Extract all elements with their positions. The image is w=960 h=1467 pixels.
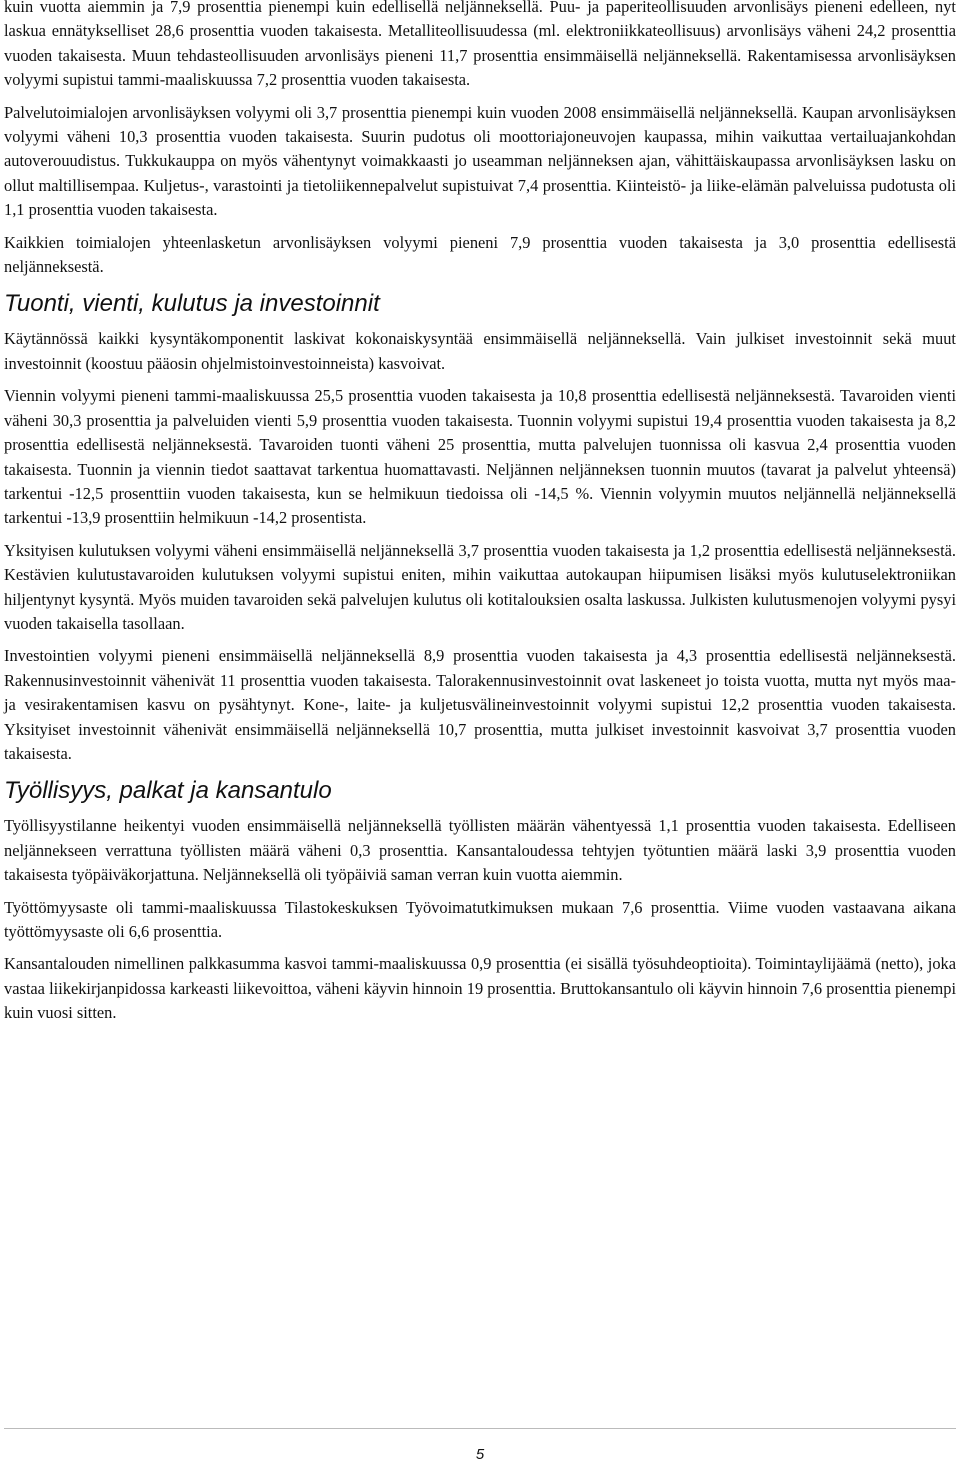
page-number: 5	[475, 1446, 485, 1463]
paragraph-exports-imports: Viennin volyymi pieneni tammi-maaliskuussa 25,5 prosenttia vuoden takaisesta ja 10,8 prosenttia edellisestä neljänneksestä. Tavaroiden vienti väheni 30,3 prosenttia ja palveluiden vienti 5,9 prosenttia vuoden takaisesta. Tuonnin volyymi supistui 19,4 prosenttia vuoden takaisesta ja 8,2 prosenttia edellisestä neljänneksestä. Tavaroiden tuonti väheni 25 prosenttia, mutta palvelujen tuonnissa oli kasvua 2,4 prosenttia vuoden takaisesta. Tuonnin ja viennin tiedot saattavat tarkentua huomattavasti. Neljännen neljänneksen tuonnin muutos (tavarat ja palvelut yhteensä) tarkentui -12,5 prosenttiin vuoden takaisesta, kun se helmikuun tiedoissa oli -14,5 %. Viennin volyymin muutos neljännellä neljänneksellä tarkentui -13,9 prosenttiin helmikuun -14,2 prosentista.	[4, 386, 956, 528]
paragraph-unemployment-rate: Työttömyysaste oli tammi-maaliskuussa Tilastokeskuksen Työvoimatutkimuksen mukaan 7,6 prosenttia. Viime vuoden vastaavana aikana työttömyysaste oli 6,6 prosenttia.	[4, 897, 956, 941]
paragraph-services-value-added: Palvelutoimialojen arvonlisäyksen volyymi oli 3,7 prosenttia pienempi kuin vuoden 2008 ensimmäisellä neljänneksellä. Kaupan arvonlisäyksen volyymi väheni 10,3 prosenttia vuoden takaisesta. Suurin pudotus oli moottoriajoneuvojen kaupassa, mihin vaikuttaa vertailuajankohdan autoverouudistus. Tukkukauppa on myös vähentynyt voimakkaasti jo useamman neljänneksen ajan, vähittäiskaupassa arvonlisäyksen lasku on ollut maltillisempaa. Kuljetus-, varastointi ja tietoliikennepalvelut supistuivat 7,4 prosenttia. Kiinteistö- ja liike-elämän palveluissa pudotusta oli 1,1 prosenttia vuoden takaisesta.	[4, 102, 956, 220]
paragraph-demand-components: Käytännössä kaikki kysyntäkomponentit laskivat kokonaiskysyntää ensimmäisellä neljänneksellä. Vain julkiset investoinnit sekä muut investoinnit (koostuu pääosin ohjelmistoinvestoinneista) kasvoivat.	[4, 329, 956, 373]
footer-divider	[4, 1428, 956, 1429]
paragraph-investments: Investointien volyymi pieneni ensimmäisellä neljänneksellä 8,9 prosenttia vuoden takaisesta ja 4,3 prosenttia edellisestä neljänneksestä. Rakennusinvestoinnit vähenivät 11 prosenttia vuoden takaisesta. Talorakennusinvestoinnit ovat laskeneet jo toista vuotta, mutta nyt myös maa- ja vesirakentamisen kasvu on pysähtynyt. Kone-, laite- ja kuljetusvälineinvestoinnit volyymi supistui 12,2 prosenttia vuoden takaisesta. Yksityiset investoinnit vähenivät ensimmäisellä neljänneksellä 10,7 prosenttia, mutta julkiset investoinnit kasvoivat 3,7 prosenttia vuoden takaisesta.	[4, 646, 956, 763]
section-heading-employment: Työllisyys, palkat ja kansantulo	[4, 777, 332, 805]
paragraph-industry-value-added: kuin vuotta aiemmin ja 7,9 prosenttia pienempi kuin edellisellä neljänneksellä. Puu- ja paperiteollisuuden arvonlisäys pieneni edelleen, nyt laskua ennätykselliset 28,6 prosenttia vuoden takaisesta. Metalliteollisuudessa (ml. elektroniikkateollisuus) arvonlisäys väheni 24,2 prosenttia vuoden takaisesta. Muun tehdasteollisuuden arvonlisäys pieneni 11,7 prosenttia ensimmäisellä neljänneksellä. Rakentamisessa arvonlisäyksen volyymi supistui tammi-maaliskuussa 7,2 prosenttia vuoden takaisesta.	[4, 0, 956, 90]
section-heading-trade: Tuonti, vienti, kulutus ja investoinnit	[4, 290, 380, 318]
paragraph-private-consumption: Yksityisen kulutuksen volyymi väheni ensimmäisellä neljänneksellä 3,7 prosenttia vuoden takaisesta ja 1,2 prosenttia edellisestä neljänneksestä. Kestävien kulutustavaroiden kulutuksen volyymi supistui eniten, mihin vaikuttaa autokaupan hiipumisen lisäksi myös kulutuselektroniikan hiljentynyt kysyntä. Myös muiden tavaroiden sekä palvelujen kulutus oli kotitalouksien osalta laskussa. Julkisten kulutusmenojen volyymi pysyi vuoden takaisella tasollaan.	[4, 540, 956, 633]
paragraph-total-value-added: Kaikkien toimialojen yhteenlasketun arvonlisäyksen volyymi pieneni 7,9 prosenttia vuoden takaisesta ja 3,0 prosenttia edellisestä neljänneksestä.	[4, 232, 956, 277]
paragraph-wages-income: Kansantalouden nimellinen palkkasumma kasvoi tammi-maaliskuussa 0,9 prosenttia (ei sisällä työsuhdeoptioita). Toimintaylijäämä (netto), joka vastaa liikekirjanpidossa karkeasti liikevoittoa, väheni käyvin hinnoin 19 prosenttia. Bruttokansantulo oli käyvin hinnoin 7,6 prosenttia pienempi kuin vuosi sitten.	[4, 954, 956, 1023]
paragraph-employment: Työllisyystilanne heikentyi vuoden ensimmäisellä neljänneksellä työllisten määrän vähentyessä 1,1 prosenttia vuoden takaisesta. Edelliseen neljännekseen verrattuna työllisten määrä väheni 0,3 prosenttia. Kansantaloudessa tehtyjen työtuntien määrä laski 3,9 prosenttia vuoden takaisesta työpäiväkorjattuna. Neljänneksellä oli työpäiviä saman verran kuin vuotta aiemmin.	[4, 816, 956, 885]
